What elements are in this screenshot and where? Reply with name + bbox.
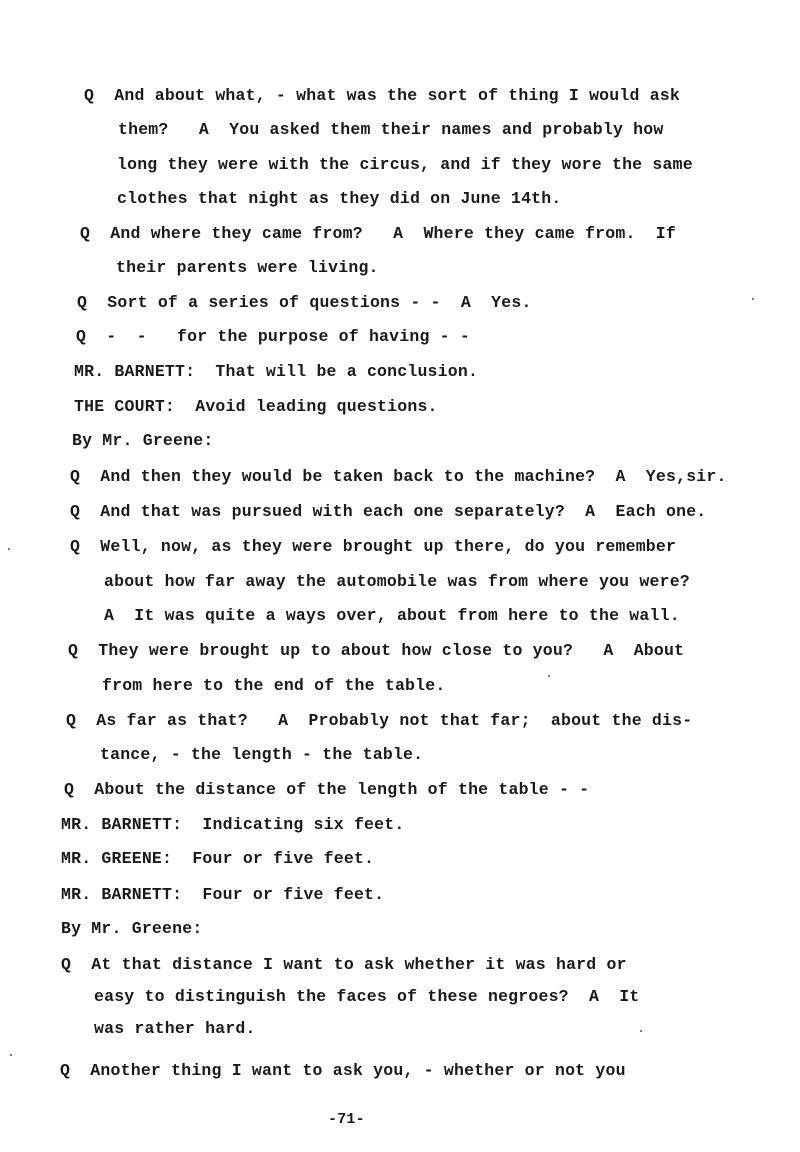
transcript-line: Q As far as that? A Probably not that far; about the dis- [66, 711, 693, 730]
transcript-line: A It was quite a ways over, about from here to the wall. [104, 606, 680, 625]
scan-speck [10, 1054, 12, 1056]
scan-speck [640, 1030, 642, 1032]
page-number: -71- [328, 1111, 365, 1128]
transcript-line: from here to the end of the table. [102, 676, 446, 695]
transcript-line: them? A You asked them their names and probably how [118, 120, 664, 139]
transcript-line: clothes that night as they did on June 14th. [117, 189, 562, 208]
transcript-line: Q Sort of a series of questions - - A Yes. [77, 293, 532, 312]
speaker-line: MR. GREENE: Four or five feet. [61, 849, 375, 868]
transcript-line: Q Another thing I want to ask you, - whether or not you [60, 1061, 626, 1080]
examiner-heading: By Mr. Greene: [72, 431, 214, 450]
transcript-line: Q They were brought up to about how close to you? A About [68, 641, 685, 660]
transcript-line: Q And that was pursued with each one separately? A Each one. [70, 502, 707, 521]
transcript-line: Q And about what, - what was the sort of thing I would ask [84, 86, 680, 105]
transcript-line: was rather hard. [94, 1019, 256, 1038]
speaker-line: THE COURT: Avoid leading questions. [74, 397, 438, 416]
transcript-line: Q About the distance of the length of the table - - [64, 780, 590, 799]
transcript-line: long they were with the circus, and if they wore the same [117, 155, 693, 174]
speaker-line: MR. BARNETT: Four or five feet. [61, 885, 385, 904]
transcript-line: about how far away the automobile was from where you were? [104, 572, 690, 591]
transcript-line: Q And where they came from? A Where they came from. If [80, 224, 676, 243]
transcript-line: Q - - for the purpose of having - - [76, 327, 470, 346]
scan-speck [8, 548, 10, 550]
scan-speck [548, 675, 550, 677]
transcript-line: Q And then they would be taken back to the machine? A Yes,sir. [70, 467, 727, 486]
scan-speck [752, 298, 754, 300]
examiner-heading: By Mr. Greene: [61, 919, 203, 938]
transcript-line: tance, - the length - the table. [100, 745, 424, 764]
transcript-line: Q Well, now, as they were brought up there, do you remember [70, 537, 677, 556]
transcript-line: easy to distinguish the faces of these negroes? A It [94, 987, 640, 1006]
transcript-line: Q At that distance I want to ask whether it was hard or [61, 955, 627, 974]
transcript-line: their parents were living. [116, 258, 379, 277]
speaker-line: MR. BARNETT: Indicating six feet. [61, 815, 405, 834]
speaker-line: MR. BARNETT: That will be a conclusion. [74, 362, 479, 381]
